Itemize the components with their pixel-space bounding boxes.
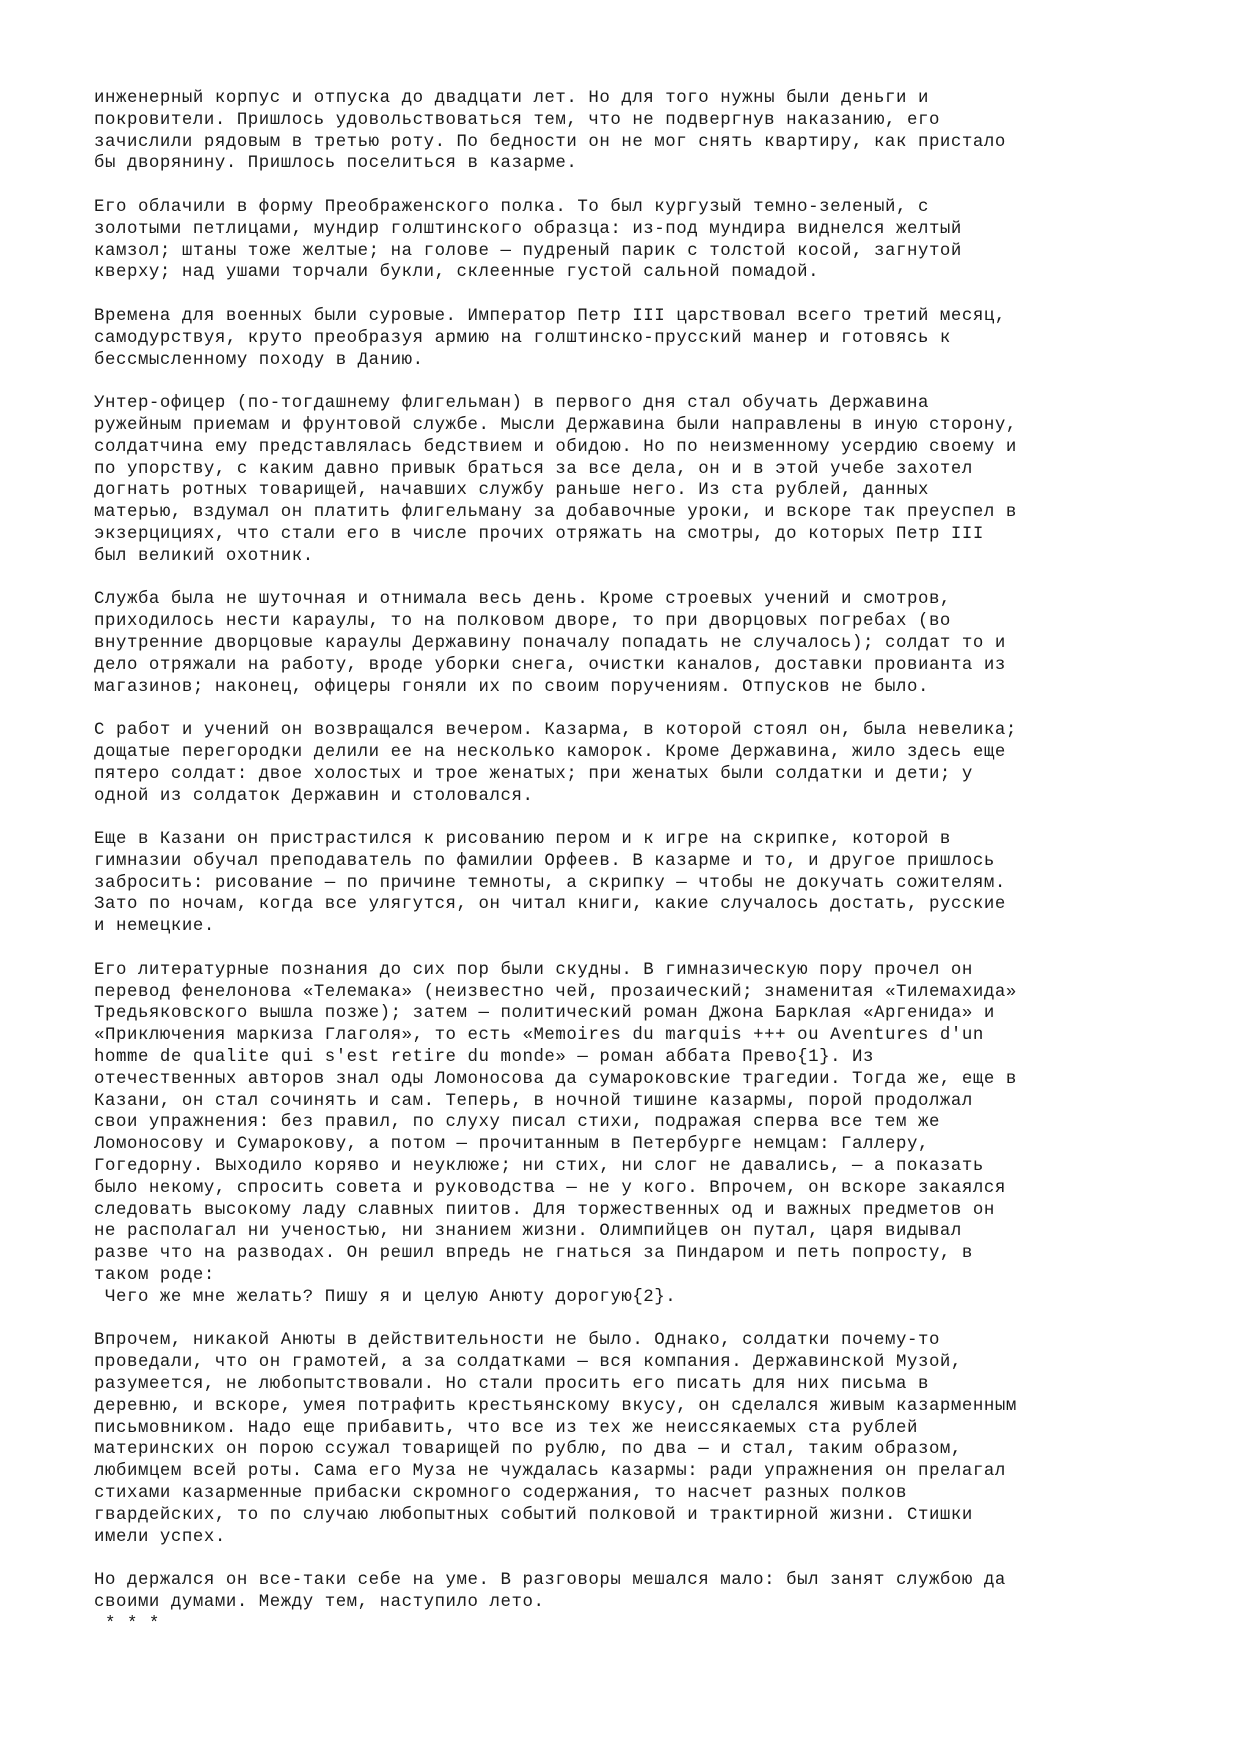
text-line: гимназии обучал преподаватель по фамилии Орфеев. В казарме и то, и другое пришлось (94, 851, 995, 871)
text-line: ружейным приемам и фрунтовой службе. Мысли Державина были направлены в иную сторону, (94, 415, 1017, 435)
text-line: отечественных авторов знал оды Ломоносова да сумароковские трагедии. Тогда же, еще в (94, 1069, 1017, 1089)
text-line: Его литературные познания до сих пор были скудны. В гимназическую пору прочел он (94, 960, 973, 980)
paragraph (94, 1570, 1204, 1614)
text-line: солдатчина ему представлялась бедствием и обидою. Но по неизменному усердию своему и (94, 437, 1017, 457)
text-line: С работ и учений он возвращался вечером. Казарма, в которой стоял он, была невелика; (94, 721, 1017, 741)
paragraph (94, 88, 1204, 175)
poem-line: Чего же мне желать? Пишу я и целую Анюту дорогую{2}. (94, 1287, 677, 1307)
text-line: свои упражнения: без правил, по слуху писал стихи, подражая сперва все тем же (94, 1113, 940, 1133)
text-line: дощатые перегородки делили ее на несколько каморок. Кроме Державина, жило здесь еще (94, 742, 1006, 762)
text-line: Но держался он все-таки себе на уме. В разговоры мешался мало: был занят службою да (94, 1571, 1006, 1591)
text-line: и немецкие. (94, 917, 215, 937)
text-line: приходилось нести караулы, то на полковом дворе, то при дворцовых погребах (во (94, 612, 951, 632)
text-line: был великий охотник. (94, 546, 314, 566)
text-line: забросить: рисование — по причине темноты, а скрипку — чтобы не докучать сожителям. (94, 873, 1006, 893)
text-line: деревню, и вскоре, умея потрафить крестьянскому вкусу, он сделался живым казарменным (94, 1396, 1017, 1416)
text-line: Его облачили в форму Преображенского полка. То был кургузый темно-зеленый, с (94, 197, 929, 217)
text-line: Гогедорну. Выходило коряво и неуклюже; ни стих, ни слог не давались, — а показать (94, 1157, 984, 1177)
text-line: кверху; над ушами торчали букли, склеенные густой сальной помадой. (94, 263, 820, 283)
text-line: перевод фенелонова «Телемака» (неизвестно чей, прозаический; знаменитая «Тилемахида» (94, 982, 1017, 1002)
text-line: не располагал ни ученостью, ни знанием жизни. Олимпийцев он путал, царя видывал (94, 1222, 962, 1242)
paragraph (94, 829, 1204, 938)
paragraph (94, 960, 1204, 1287)
text-line: одной из солдаток Державин и столовался. (94, 786, 534, 806)
text-line: бы дворянину. Пришлось поселиться в казарме. (94, 154, 578, 174)
text-line: любимцем всей роты. Сама его Муза не чуждалась казармы: ради упражнения он прелагал (94, 1462, 1006, 1482)
text-line: Еще в Казани он пристрастился к рисованию пером и к игре на скрипке, которой в (94, 830, 951, 850)
text-line: Тредьяковского вышла позже); затем — политический роман Джона Барклая «Аргенида» и (94, 1004, 995, 1024)
text-line: экзерцициях, что стали его в числе прочих отряжать на смотры, до которых Петр III (94, 524, 984, 544)
text-line: Впрочем, никакой Анюты в действительности не было. Однако, солдатки почему-то (94, 1331, 940, 1351)
text-line: пятеро солдат: двое холостых и трое женатых; при женатых были солдатки и дети; у (94, 764, 973, 784)
text-line: разумеется, не любопытствовали. Но стали просить его писать для них письма в (94, 1375, 929, 1395)
paragraph (94, 393, 1204, 567)
paragraph (94, 1330, 1204, 1548)
text-line: своими думами. Между тем, наступило лето. (94, 1592, 545, 1612)
text-line: внутренние дворцовые караулы Державину поначалу попадать не случалось); солдат то и (94, 633, 1006, 653)
paragraph (94, 306, 1204, 371)
text-line: проведали, что он грамотей, а за солдатками — вся компания. Державинской Музой, (94, 1353, 962, 1373)
text-line: камзол; штаны тоже желтые; на голове — пудреный парик с толстой косой, загнутой (94, 241, 962, 261)
section-separator: * * * (94, 1614, 160, 1634)
text-line: догнать ротных товарищей, начавших службу раньше него. Из ста рублей, данных (94, 481, 929, 501)
text-line: Унтер-офицер (по-тогдашнему флигельман) в первого дня стал обучать Державина (94, 394, 929, 414)
text-line: магазинов; наконец, офицеры гоняли их по своим поручениям. Отпусков не было. (94, 677, 929, 697)
text-line: гвардейских, то по случаю любопытных событий полковой и трактирной жизни. Стишки (94, 1505, 973, 1525)
text-line: стихами казарменные прибаски скромного содержания, то насчет разных полков (94, 1484, 907, 1503)
text-line: по упорству, с каким давно привык браться за все дела, он и в этой учебе захотел (94, 459, 973, 479)
text-line: homme de qualite qui s'est retire du monde» — роман аббата Прево{1}. Из (94, 1048, 875, 1068)
body-text (94, 88, 1204, 1636)
text-line: инженерный корпус и отпуска до двадцати лет. Но для того нужны были деньги и (94, 89, 929, 108)
text-line: имели успех. (94, 1527, 226, 1547)
text-line: было некому, спросить совета и руководства — не у кого. Впрочем, он вскоре закаялся (94, 1178, 1006, 1198)
text-line: самодурствуя, круто преобразуя армию на голштинско-прусский манер и готовясь к (94, 328, 951, 348)
text-line: Зато по ночам, когда все улягутся, он читал книги, какие случалось достать, русские (94, 895, 1006, 915)
text-line: покровители. Пришлось удовольствоваться тем, что не подвергнув наказанию, его (94, 110, 940, 130)
text-line: следовать высокому ладу славных пиитов. Для торжественных од и важных предметов он (94, 1200, 995, 1220)
text-line: письмовником. Надо еще прибавить, что все из тех же неиссякаемых ста рублей (94, 1418, 918, 1438)
paragraph (94, 589, 1204, 698)
text-line: бессмысленному походу в Данию. (94, 350, 424, 370)
text-line: «Приключения маркиза Глаголя», то есть «Memoires du marquis +++ ou Aventures d'un (94, 1026, 984, 1046)
text-line: зачислили рядовым в третью роту. По бедности он не мог снять квартиру, как пристало (94, 132, 1006, 152)
text-line: Казани, он стал сочинять и сам. Теперь, в ночной тишине казармы, порой продолжал (94, 1091, 973, 1111)
text-line: Времена для военных были суровые. Император Петр III царствовал всего третий месяц, (94, 306, 1006, 326)
poem-quote (94, 1287, 1204, 1309)
text-line: разве что на разводах. Он решил впредь не гнаться за Пиндаром и петь попросту, в (94, 1244, 973, 1264)
text-line: Ломоносову и Сумарокову, а потом — прочитанным в Петербурге немцам: Галлеру, (94, 1135, 929, 1155)
text-line: Служба была не шуточная и отнимала весь день. Кроме строевых учений и смотров, (94, 590, 951, 610)
text-line: таком роде: (94, 1266, 215, 1286)
text-line: золотыми петлицами, мундир голштинского образца: из-под мундира виднелся желтый (94, 219, 962, 239)
text-line: дело отряжали на работу, вроде уборки снега, очистки каналов, доставки провианта из (94, 655, 1006, 675)
text-line: матерью, вздумал он платить флигельману за добавочные уроки, и вскоре так преуспел в (94, 503, 1017, 523)
text-line: материнских он порою ссужал товарищей по рублю, по два — и стал, таким образом, (94, 1440, 962, 1460)
paragraph (94, 720, 1204, 807)
paragraph (94, 197, 1204, 284)
